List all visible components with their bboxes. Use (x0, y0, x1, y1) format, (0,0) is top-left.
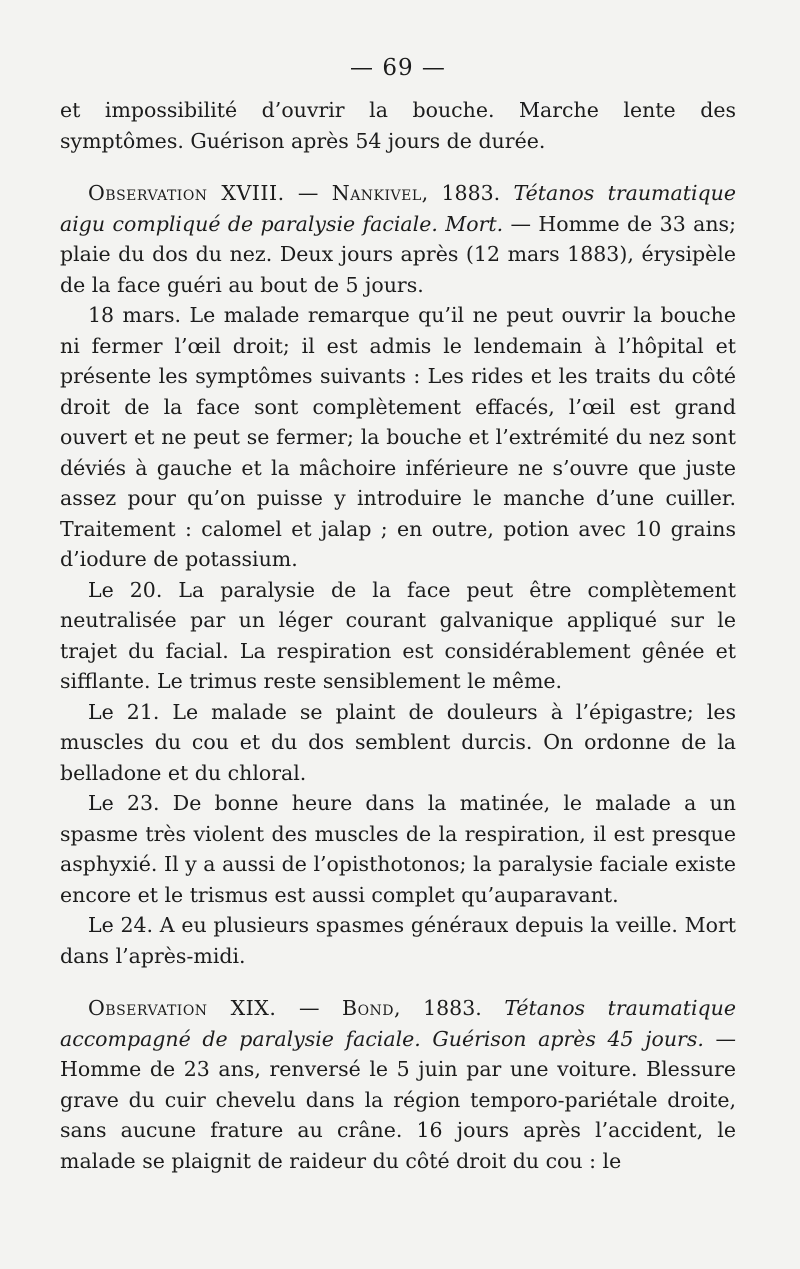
observation-18-author: Nankivel (331, 181, 422, 205)
observation-18-paragraph-5: Le 24. A eu plusieurs spasmes généraux depuis la veille. Mort dans l’après-midi. (60, 913, 736, 968)
observation-19-author: Bond (342, 996, 395, 1020)
intro-paragraph: et impossibilité d’ouvrir la bouche. Marche lente des symptômes. Guérison après 54 jours de durée. (60, 98, 736, 153)
observation-18-paragraph-1: 18 mars. Le malade remarque qu’il ne peut ouvrir la bouche ni fermer l’œil droit; il est admis le lendemain à l’hôpital et présente les symptômes suivants : Les rides et les traits du côté droit de la face sont complètement effacés, l’œil est grand ouvert et ne peut se fermer; la bouche et l’extrémité du nez sont déviés à gauche et la mâchoire inférieure ne s’ouvre que juste assez pour qu’on puisse y introduire le manche d’une cuiller. Traitement : calomel et jalap ; en outre, potion avec 10 grains d’iodure de potassium. (60, 303, 736, 571)
observation-19-year: , 1883. (394, 996, 505, 1020)
observation-19-heading: Observation XIX. (88, 996, 277, 1020)
observation-19-header (60, 993, 736, 1176)
observation-18-dash: — (284, 181, 332, 205)
observation-18-header (60, 178, 736, 300)
document-page (60, 55, 736, 1176)
page-number: — 69 — (350, 55, 446, 81)
observation-18-title: Tétanos traumatique aigu compliqué de paralysie faciale. Mort. (60, 181, 736, 236)
observation-18-paragraph-2: Le 20. La paralysie de la face peut être complètement neutralisée par un léger courant galvanique appliqué sur le trajet du facial. La respiration est considérablement gênée et sifflante. Le trimus reste sensiblement le même. (60, 577, 736, 693)
observation-18-heading: Observation XVIII. (88, 181, 285, 205)
observation-19-lead: — Homme de 23 ans, renversé le 5 juin par une voiture. Blessure grave du cuir chevelu dans la région temporo-pariétale droite, sans aucune frature au crâne. 16 jours après l’accident, le malade se plaignit de raideur du côté droit du cou : le (60, 1026, 736, 1173)
observation-18-lead: — Homme de 33 ans; plaie du dos du nez. Deux jours après (12 mars 1883), érysipèle de la face guéri au bout de 5 jours. (60, 211, 736, 297)
observation-18-paragraph-3: Le 21. Le malade se plaint de douleurs à l’épigastre; les muscles du cou et du dos semblent durcis. On ordonne de la belladone et du chloral. (60, 699, 736, 785)
observation-18-paragraph-4: Le 23. De bonne heure dans la matinée, le malade a un spasme très violent des muscles de la respiration, il est presque asphyxié. Il y a aussi de l’opisthotonos; la paralysie faciale existe encore et le trismus est aussi complet qu’auparavant. (60, 791, 736, 907)
observation-19-dash: — (276, 996, 342, 1020)
observation-18-year: , 1883. (421, 181, 514, 205)
observation-19-title: Tétanos traumatique accompagné de paralysie faciale. Guérison après 45 jours. (60, 996, 736, 1051)
